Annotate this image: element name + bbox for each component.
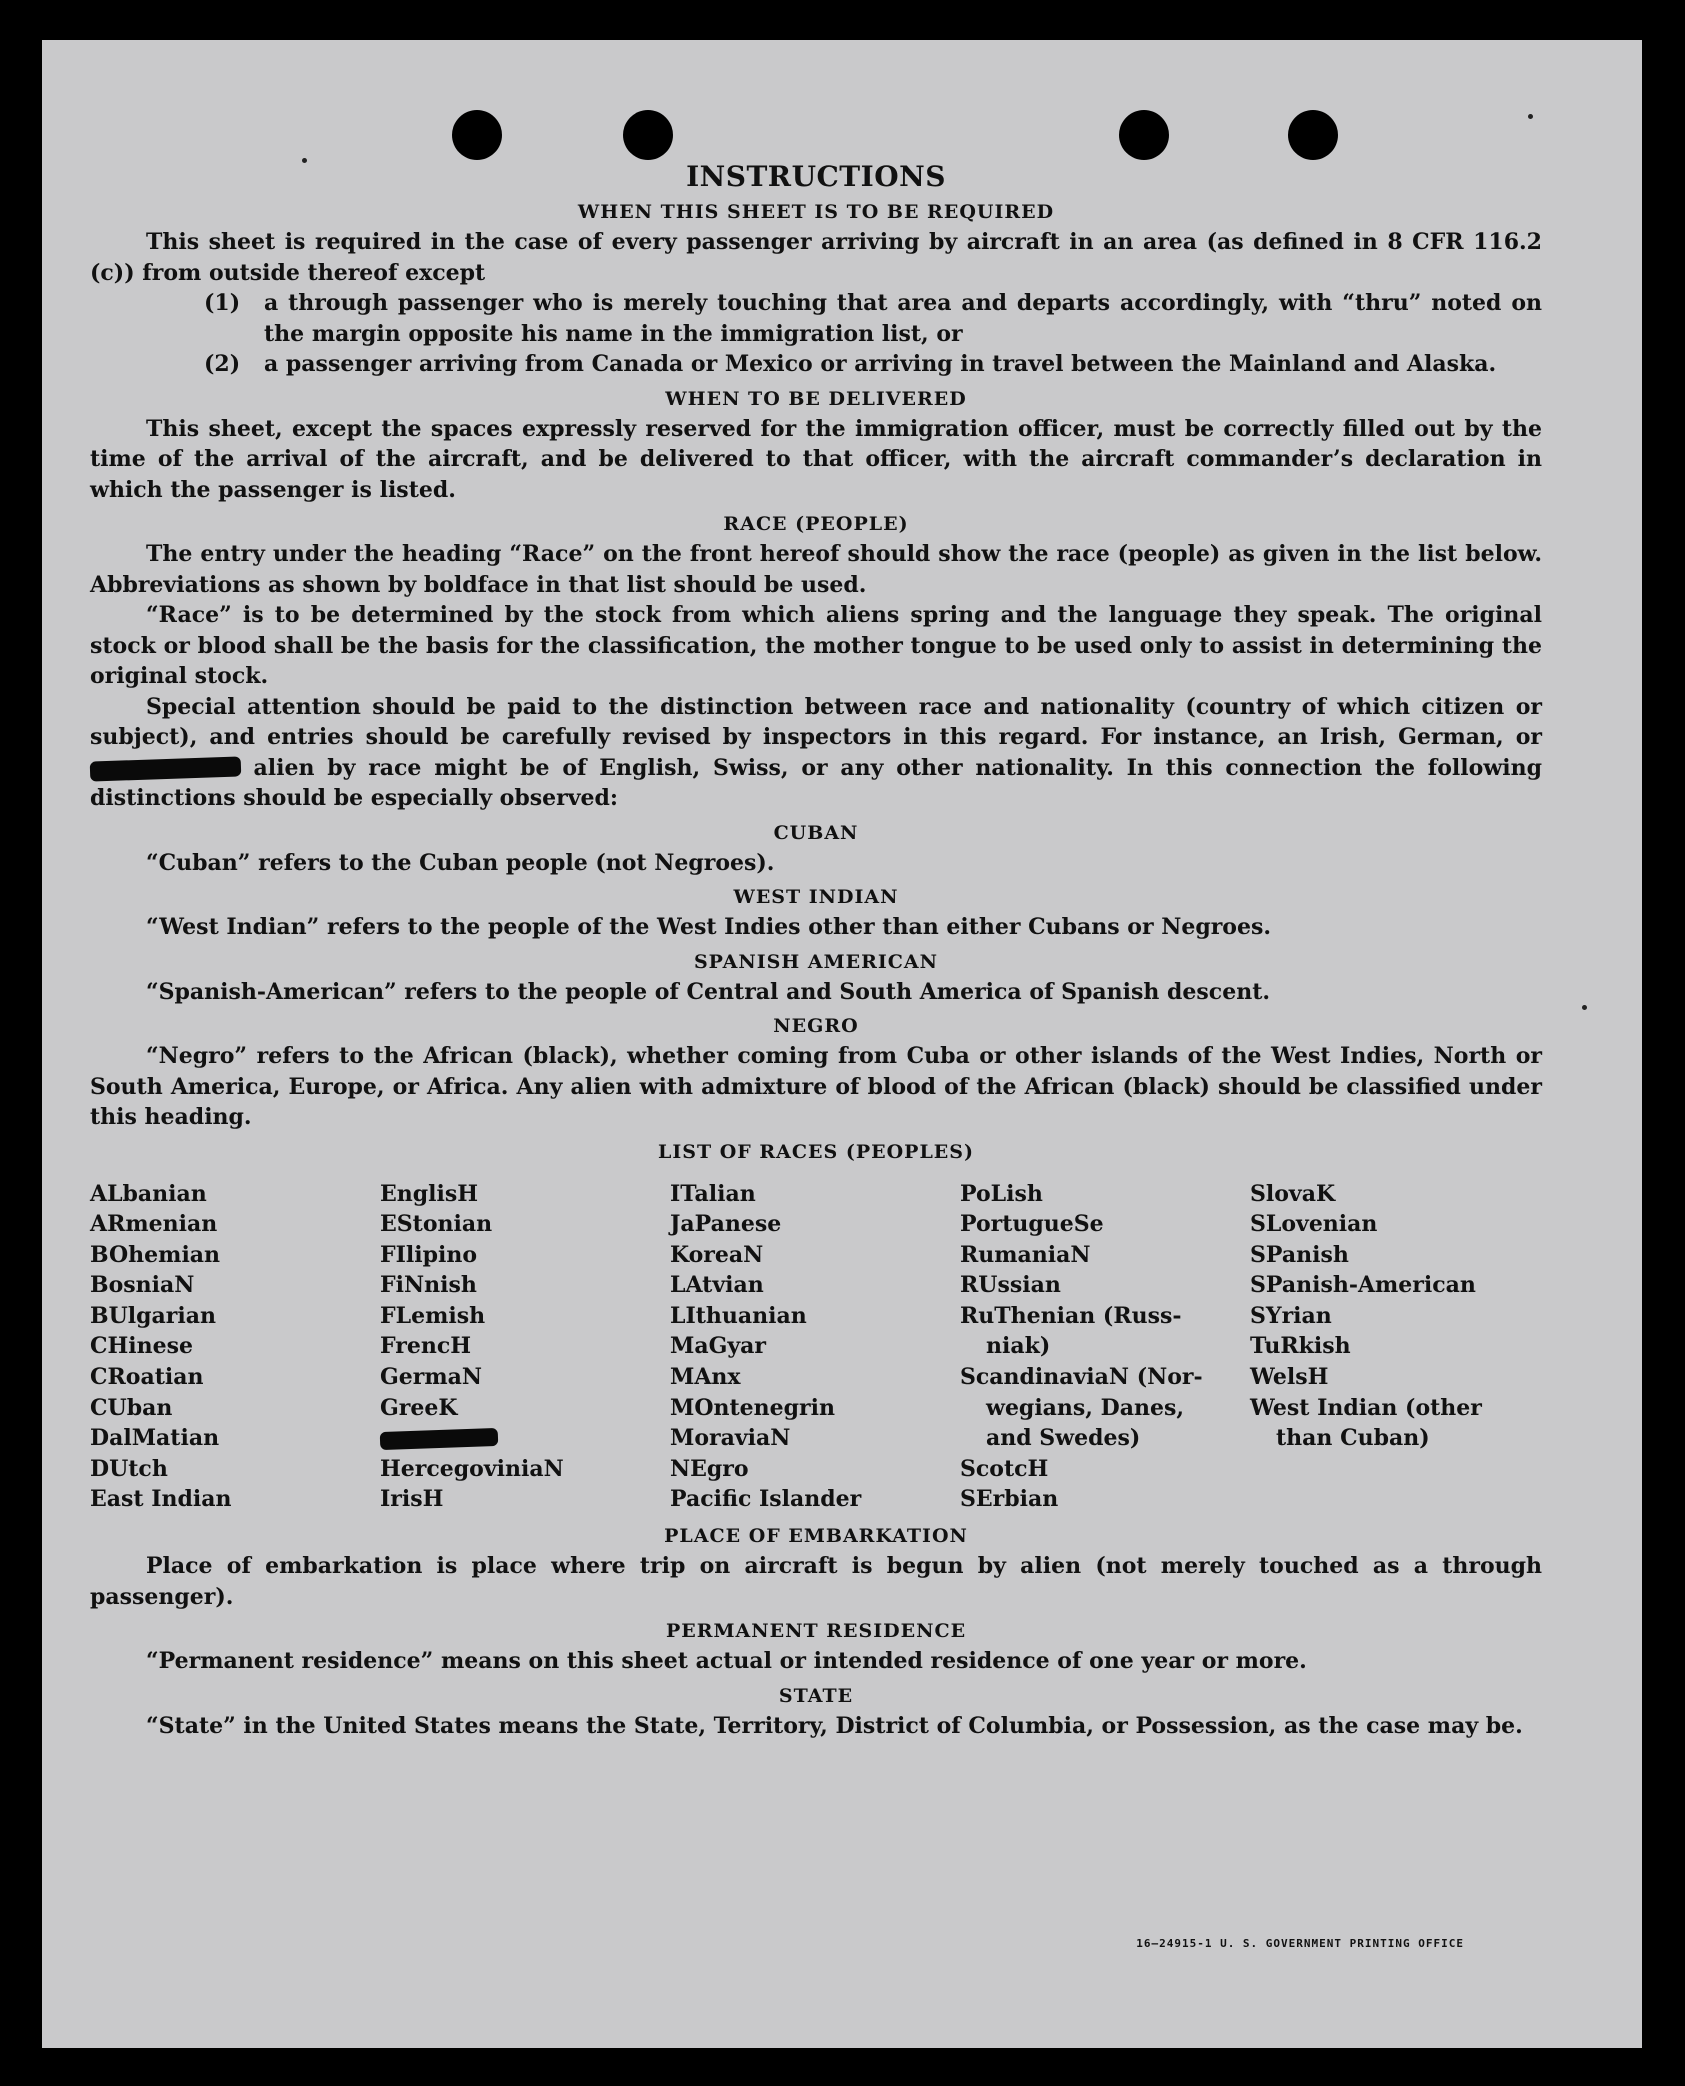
race-entry: SYrian: [1250, 1302, 1332, 1329]
races-column: [1250, 1179, 1540, 1516]
race-entry-redacted: [380, 1423, 670, 1454]
paragraph-spanish-american: “Spanish-American” refers to the people of Central and South America of Spanish descent.: [146, 978, 1271, 1005]
race-entry: MoraviaN: [670, 1425, 791, 1452]
race-text-a: Special attention should be paid to the distinction between race and nationality (country of which citizen or subject), and entries should be carefully revised by inspectors in this regard. For instance, an Irish, German, or: [90, 693, 1542, 750]
paragraph-residence: “Permanent residence” means on this sheet actual or intended residence of one year or more.: [146, 1648, 1307, 1675]
punch-hole: [623, 110, 673, 160]
race-entry: MaGyar: [670, 1333, 767, 1360]
printing-office-code: 16—24915-1 U. S. GOVERNMENT PRINTING OFFICE: [1136, 1937, 1464, 1950]
section-heading-cuban: CUBAN: [773, 821, 859, 844]
item-number: (2): [204, 351, 241, 377]
document-sheet: [42, 40, 1642, 2048]
race-entry: GreeK: [380, 1394, 458, 1421]
race-entry: SPanish: [1250, 1241, 1349, 1268]
race-entry: WelsH: [1250, 1364, 1329, 1391]
race-entry: LIthuanian: [670, 1302, 807, 1329]
race-entry: JaPanese: [670, 1211, 782, 1238]
section-heading-list-of-races: LIST OF RACES (PEOPLES): [658, 1140, 974, 1163]
page-title: INSTRUCTIONS: [686, 160, 946, 193]
race-entry: EStonian: [380, 1211, 493, 1238]
race-entry: ITalian: [670, 1180, 756, 1207]
item-text: a passenger arriving from Canada or Mexico or arriving in travel between the Mainland and Alaska.: [264, 351, 1497, 377]
section-heading-delivered: WHEN TO BE DELIVERED: [665, 387, 967, 410]
section-heading-west-indian: WEST INDIAN: [733, 886, 899, 908]
race-entry: NEgro: [670, 1455, 749, 1482]
paragraph-race-2: “Race” is to be determined by the stock from which aliens spring and the language they speak. The original stock or blood shall be the basis for the classification, the mother tongue to be used only to assist in determining the original stock.: [90, 602, 1542, 689]
race-entry: MOntenegrin: [670, 1394, 835, 1421]
race-entry: GermaN: [380, 1364, 483, 1391]
race-entry: BUlgarian: [90, 1302, 216, 1329]
section-heading-embarkation: PLACE OF EMBARKATION: [664, 1525, 968, 1548]
race-entry: ScotcH: [960, 1455, 1049, 1482]
race-entry: RumaniaN: [960, 1241, 1091, 1268]
race-entry: CUban: [90, 1394, 173, 1421]
races-column: [90, 1179, 380, 1516]
race-entry-continued: wegians, Danes,: [986, 1394, 1184, 1421]
race-text-b: alien by race might be of English, Swiss, or any other nationality. In this connection the following distinctions should be especially observed:: [90, 754, 1542, 811]
races-column: [670, 1179, 960, 1516]
paragraph-west-indian: “West Indian” refers to the people of the West Indies other than either Cubans or Negroes.: [146, 914, 1272, 940]
item-number: (1): [204, 290, 241, 316]
race-entry: BOhemian: [90, 1241, 221, 1268]
race-entry: DUtch: [90, 1455, 168, 1482]
redacted-word: [90, 756, 241, 781]
speck: [1582, 1005, 1587, 1010]
race-entry: TuRkish: [1250, 1333, 1351, 1360]
race-entry: SlovaK: [1250, 1180, 1336, 1207]
paragraph-race-3: [90, 692, 1542, 814]
race-entry: KoreaN: [670, 1241, 764, 1268]
race-entry: ARmenian: [90, 1211, 218, 1238]
race-entry: IrisH: [380, 1486, 444, 1513]
race-entry-continued: than Cuban): [1276, 1425, 1430, 1452]
race-entry: FiNnish: [380, 1272, 477, 1299]
race-entry: SErbian: [960, 1486, 1059, 1513]
race-entry: CHinese: [90, 1333, 194, 1360]
race-entry: HercegoviniaN: [380, 1455, 564, 1482]
race-entry: EnglisH: [380, 1180, 479, 1207]
race-entry: FrencH: [380, 1333, 471, 1360]
race-entry-continued: and Swedes): [986, 1425, 1141, 1452]
race-entry: SLovenian: [1250, 1211, 1378, 1238]
race-entry: West Indian (other: [1250, 1394, 1482, 1421]
race-entry: DalMatian: [90, 1425, 220, 1452]
paragraph-embarkation: Place of embarkation is place where trip on aircraft is begun by alien (not merely touched as a through passenger).: [90, 1553, 1542, 1610]
race-entry: SPanish-American: [1250, 1272, 1476, 1299]
race-entry: RuThenian (Russ-: [960, 1302, 1182, 1329]
race-entry: ScandinaviaN (Nor-: [960, 1364, 1203, 1391]
race-entry: LAtvian: [670, 1272, 764, 1299]
speck: [1528, 114, 1533, 119]
section-heading-state: STATE: [778, 1684, 854, 1707]
list-item: [90, 288, 1542, 349]
section-heading-required: WHEN THIS SHEET IS TO BE REQUIRED: [577, 201, 1055, 223]
race-entry: BosniaN: [90, 1272, 195, 1299]
race-entry: FIlipino: [380, 1241, 478, 1268]
instructions-body: [90, 160, 1542, 1741]
section-heading-spanish-american: SPANISH AMERICAN: [693, 950, 939, 973]
section-heading-race: RACE (PEOPLE): [723, 513, 909, 535]
race-entry: East Indian: [90, 1486, 232, 1513]
race-entry: CRoatian: [90, 1364, 204, 1391]
race-entry: PortugueSe: [960, 1211, 1104, 1238]
punch-hole: [1288, 110, 1338, 160]
races-column: [960, 1179, 1250, 1516]
race-entry: MAnx: [670, 1364, 741, 1391]
race-entry: FLemish: [380, 1302, 486, 1329]
paragraph-race-1: The entry under the heading “Race” on the front hereof should show the race (people) as given in the list below. Abbreviations as shown by boldface in that list should be used.: [90, 541, 1542, 598]
paragraph-required: This sheet is required in the case of every passenger arriving by aircraft in an area (as defined in 8 CFR 116.2 (c)) from outside thereof except: [90, 229, 1542, 286]
paragraph-cuban: “Cuban” refers to the Cuban people (not Negroes).: [146, 849, 775, 876]
paragraph-negro: “Negro” refers to the African (black), whether coming from Cuba or other islands of the West Indies, North or South America, Europe, or Africa. Any alien with admixture of blood of the African (black) should be classified under this heading.: [90, 1043, 1542, 1130]
race-entry: RUssian: [960, 1272, 1061, 1299]
race-entry-continued: niak): [986, 1333, 1051, 1360]
punch-hole: [1119, 110, 1169, 160]
punch-hole: [452, 110, 502, 160]
redacted-word: [380, 1428, 499, 1450]
item-text: a through passenger who is merely touching that area and departs accordingly, with “thru” noted on the margin opposite his name in the immigration list, or: [264, 290, 1542, 347]
race-entry: PoLish: [960, 1180, 1043, 1207]
list-item: [90, 349, 1542, 380]
section-heading-negro: NEGRO: [773, 1015, 859, 1037]
paragraph-state: “State” in the United States means the State, Territory, District of Columbia, or Possession, as the case may be.: [146, 1712, 1523, 1739]
race-entry: Pacific Islander: [670, 1486, 862, 1513]
section-heading-residence: PERMANENT RESIDENCE: [665, 1620, 967, 1643]
race-entry: ALbanian: [90, 1180, 207, 1207]
races-list: [90, 1179, 1542, 1516]
races-column: [380, 1179, 670, 1516]
paragraph-delivered: This sheet, except the spaces expressly reserved for the immigration officer, must be correctly filled out by the time of the arrival of the aircraft, and be delivered to that officer, with the aircraft commander’s declaration in which the passenger is listed.: [90, 415, 1542, 503]
